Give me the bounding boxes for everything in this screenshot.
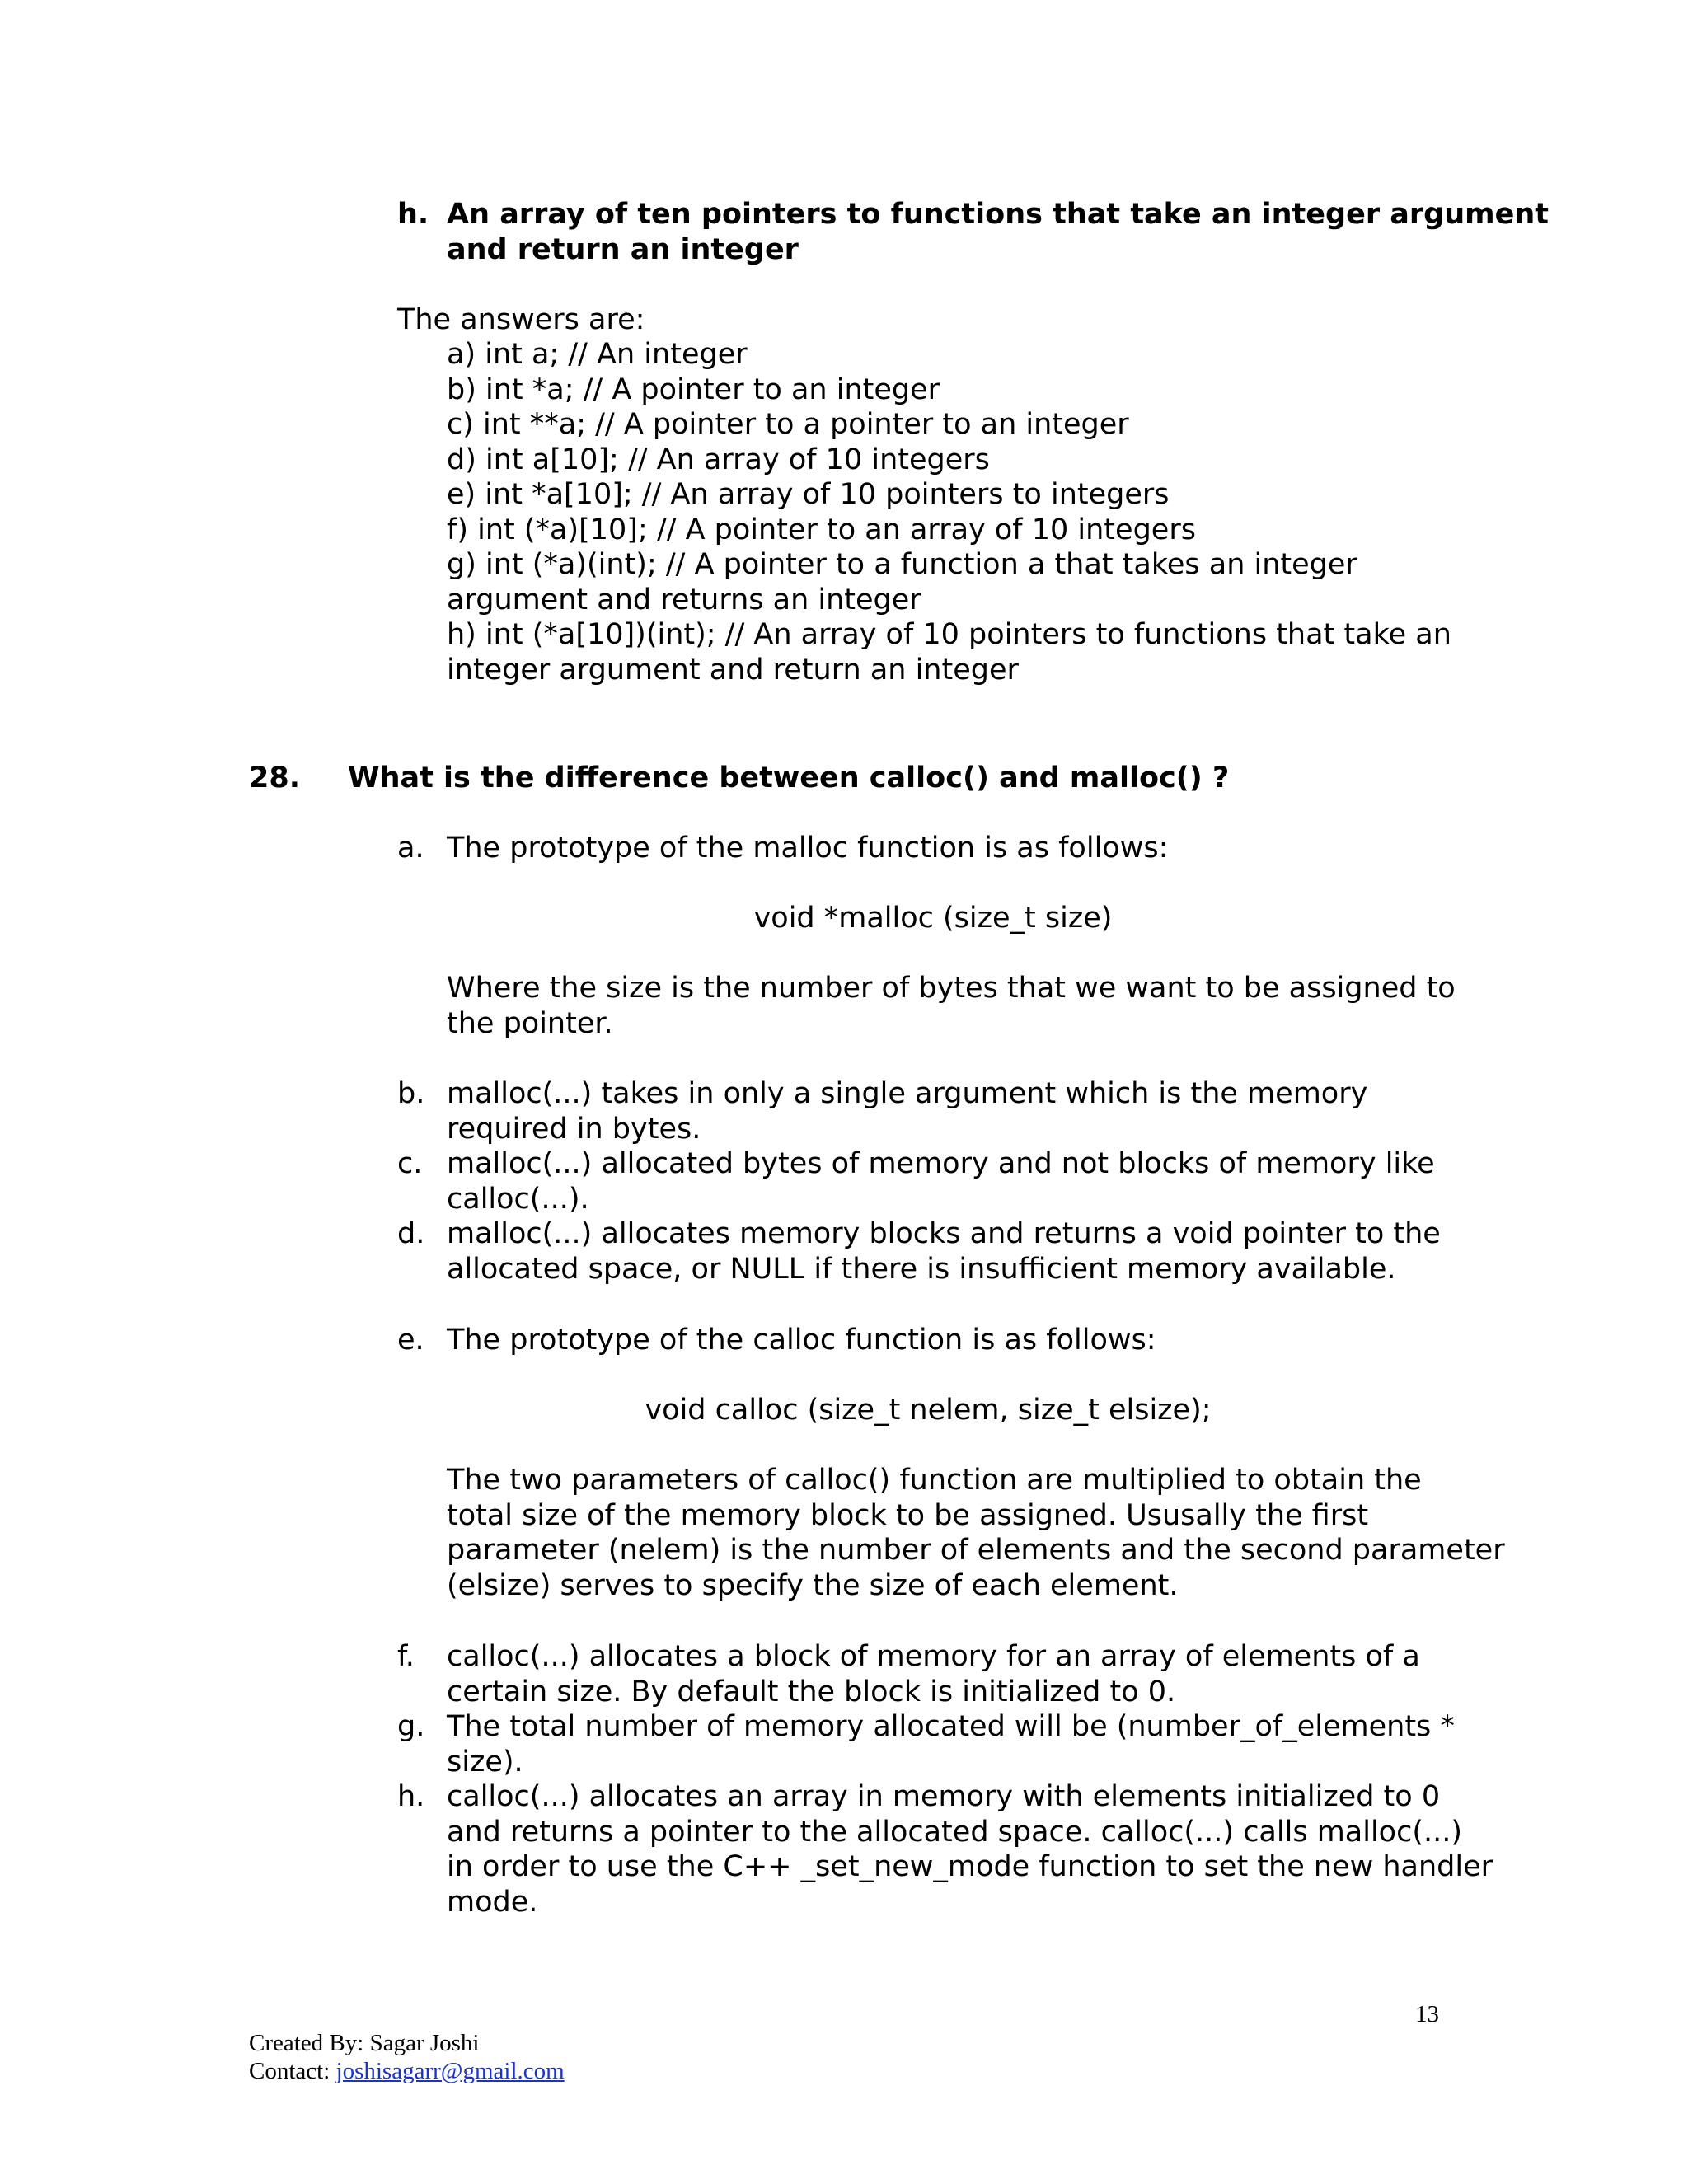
answer-line: argument and returns an integer bbox=[447, 583, 921, 616]
malloc-prototype: void *malloc (size_t size) bbox=[753, 902, 1113, 935]
text-line: The prototype of the calloc function is as follows: bbox=[447, 1324, 1156, 1357]
point-d-text bbox=[447, 1216, 1441, 1286]
point-f-text bbox=[447, 1639, 1420, 1709]
calloc-description bbox=[447, 1463, 1505, 1603]
text-line: and return an integer bbox=[447, 232, 799, 266]
answer-line: h) int (*a[10])(int); // An array of 10 pointers to functions that take an bbox=[447, 618, 1451, 651]
point-b-marker: b. bbox=[397, 1077, 425, 1110]
text-line: The two parameters of calloc() function are multiplied to obtain the bbox=[447, 1464, 1422, 1497]
text-line: in order to use the C++ _set_new_mode function to set the new handler bbox=[447, 1850, 1493, 1883]
answer-line: e) int *a[10]; // An array of 10 pointers to integers bbox=[447, 478, 1170, 511]
text-line: malloc(...) allocates memory blocks and returns a void pointer to the bbox=[447, 1217, 1441, 1250]
text-line: The prototype of the malloc function is as follows: bbox=[447, 832, 1169, 865]
answer-line: f) int (*a)[10]; // A pointer to an array of 10 integers bbox=[447, 513, 1196, 546]
point-f-marker: f. bbox=[397, 1640, 415, 1673]
point-e-text bbox=[447, 1323, 1156, 1358]
answer-line: g) int (*a)(int); // A pointer to a function a that takes an integer bbox=[447, 548, 1357, 581]
text-line: calloc(...). bbox=[447, 1182, 589, 1216]
text-line: total size of the memory block to be assigned. Ususally the first bbox=[447, 1498, 1369, 1532]
page-number: 13 bbox=[1415, 2001, 1439, 2027]
answers-intro: The answers are: bbox=[397, 303, 645, 336]
footer-created-by: Created By: Sagar Joshi bbox=[249, 2030, 480, 2056]
point-e-marker: e. bbox=[397, 1324, 424, 1357]
answer-line: a) int a; // An integer bbox=[447, 338, 748, 371]
question-number: 28. bbox=[249, 762, 301, 794]
question-title: What is the difference between calloc() and malloc() ? bbox=[348, 762, 1230, 794]
footer-contact bbox=[249, 2057, 565, 2085]
item-h-text bbox=[447, 197, 1549, 267]
text-line: (elsize) serves to specify the size of each element. bbox=[447, 1568, 1179, 1602]
item-h-marker: h. bbox=[397, 198, 429, 231]
text-line: calloc(...) allocates an array in memory with elements initialized to 0 bbox=[447, 1780, 1441, 1813]
point-c-text bbox=[447, 1146, 1435, 1216]
contact-label: Contact: bbox=[249, 2058, 336, 2084]
text-line: malloc(...) takes in only a single argument which is the memory bbox=[447, 1077, 1368, 1110]
point-c-marker: c. bbox=[397, 1147, 423, 1180]
text-line: malloc(...) allocated bytes of memory and not blocks of memory like bbox=[447, 1147, 1435, 1180]
answers-list bbox=[447, 337, 1451, 687]
answer-line: integer argument and return an integer bbox=[447, 653, 1019, 687]
malloc-description bbox=[447, 971, 1456, 1041]
text-line: the pointer. bbox=[447, 1006, 613, 1040]
answer-line: b) int *a; // A pointer to an integer bbox=[447, 373, 940, 406]
text-line: size). bbox=[447, 1745, 523, 1779]
text-line: certain size. By default the block is initialized to 0. bbox=[447, 1675, 1176, 1708]
calloc-prototype: void calloc (size_t nelem, size_t elsize); bbox=[645, 1394, 1212, 1427]
answer-line: d) int a[10]; // An array of 10 integers bbox=[447, 443, 990, 476]
text-line: required in bytes. bbox=[447, 1112, 701, 1146]
point-b-text bbox=[447, 1076, 1367, 1146]
point-h-text bbox=[447, 1779, 1493, 1919]
text-line: calloc(...) allocates a block of memory for an array of elements of a bbox=[447, 1640, 1420, 1673]
answer-line: c) int **a; // A pointer to a pointer to an integer bbox=[447, 408, 1129, 441]
text-line: parameter (nelem) is the number of elements and the second parameter bbox=[447, 1534, 1505, 1567]
point-h-marker: h. bbox=[397, 1780, 425, 1813]
text-line: The total number of memory allocated will be (number_of_elements * bbox=[447, 1710, 1455, 1743]
point-d-marker: d. bbox=[397, 1217, 425, 1250]
point-g-marker: g. bbox=[397, 1710, 425, 1743]
text-line: allocated space, or NULL if there is insufficient memory available. bbox=[447, 1252, 1396, 1286]
contact-email-link[interactable]: joshisagarr@gmail.com bbox=[335, 2058, 565, 2084]
point-g-text bbox=[447, 1709, 1455, 1779]
text-line: and returns a pointer to the allocated space. calloc(...) calls malloc(...) bbox=[447, 1815, 1463, 1849]
text-line: mode. bbox=[447, 1885, 538, 1919]
point-a-marker: a. bbox=[397, 832, 424, 865]
text-line: Where the size is the number of bytes that we want to be assigned to bbox=[447, 972, 1456, 1005]
text-line: An array of ten pointers to functions that take an integer argument bbox=[447, 198, 1549, 231]
point-a-text bbox=[447, 831, 1168, 866]
